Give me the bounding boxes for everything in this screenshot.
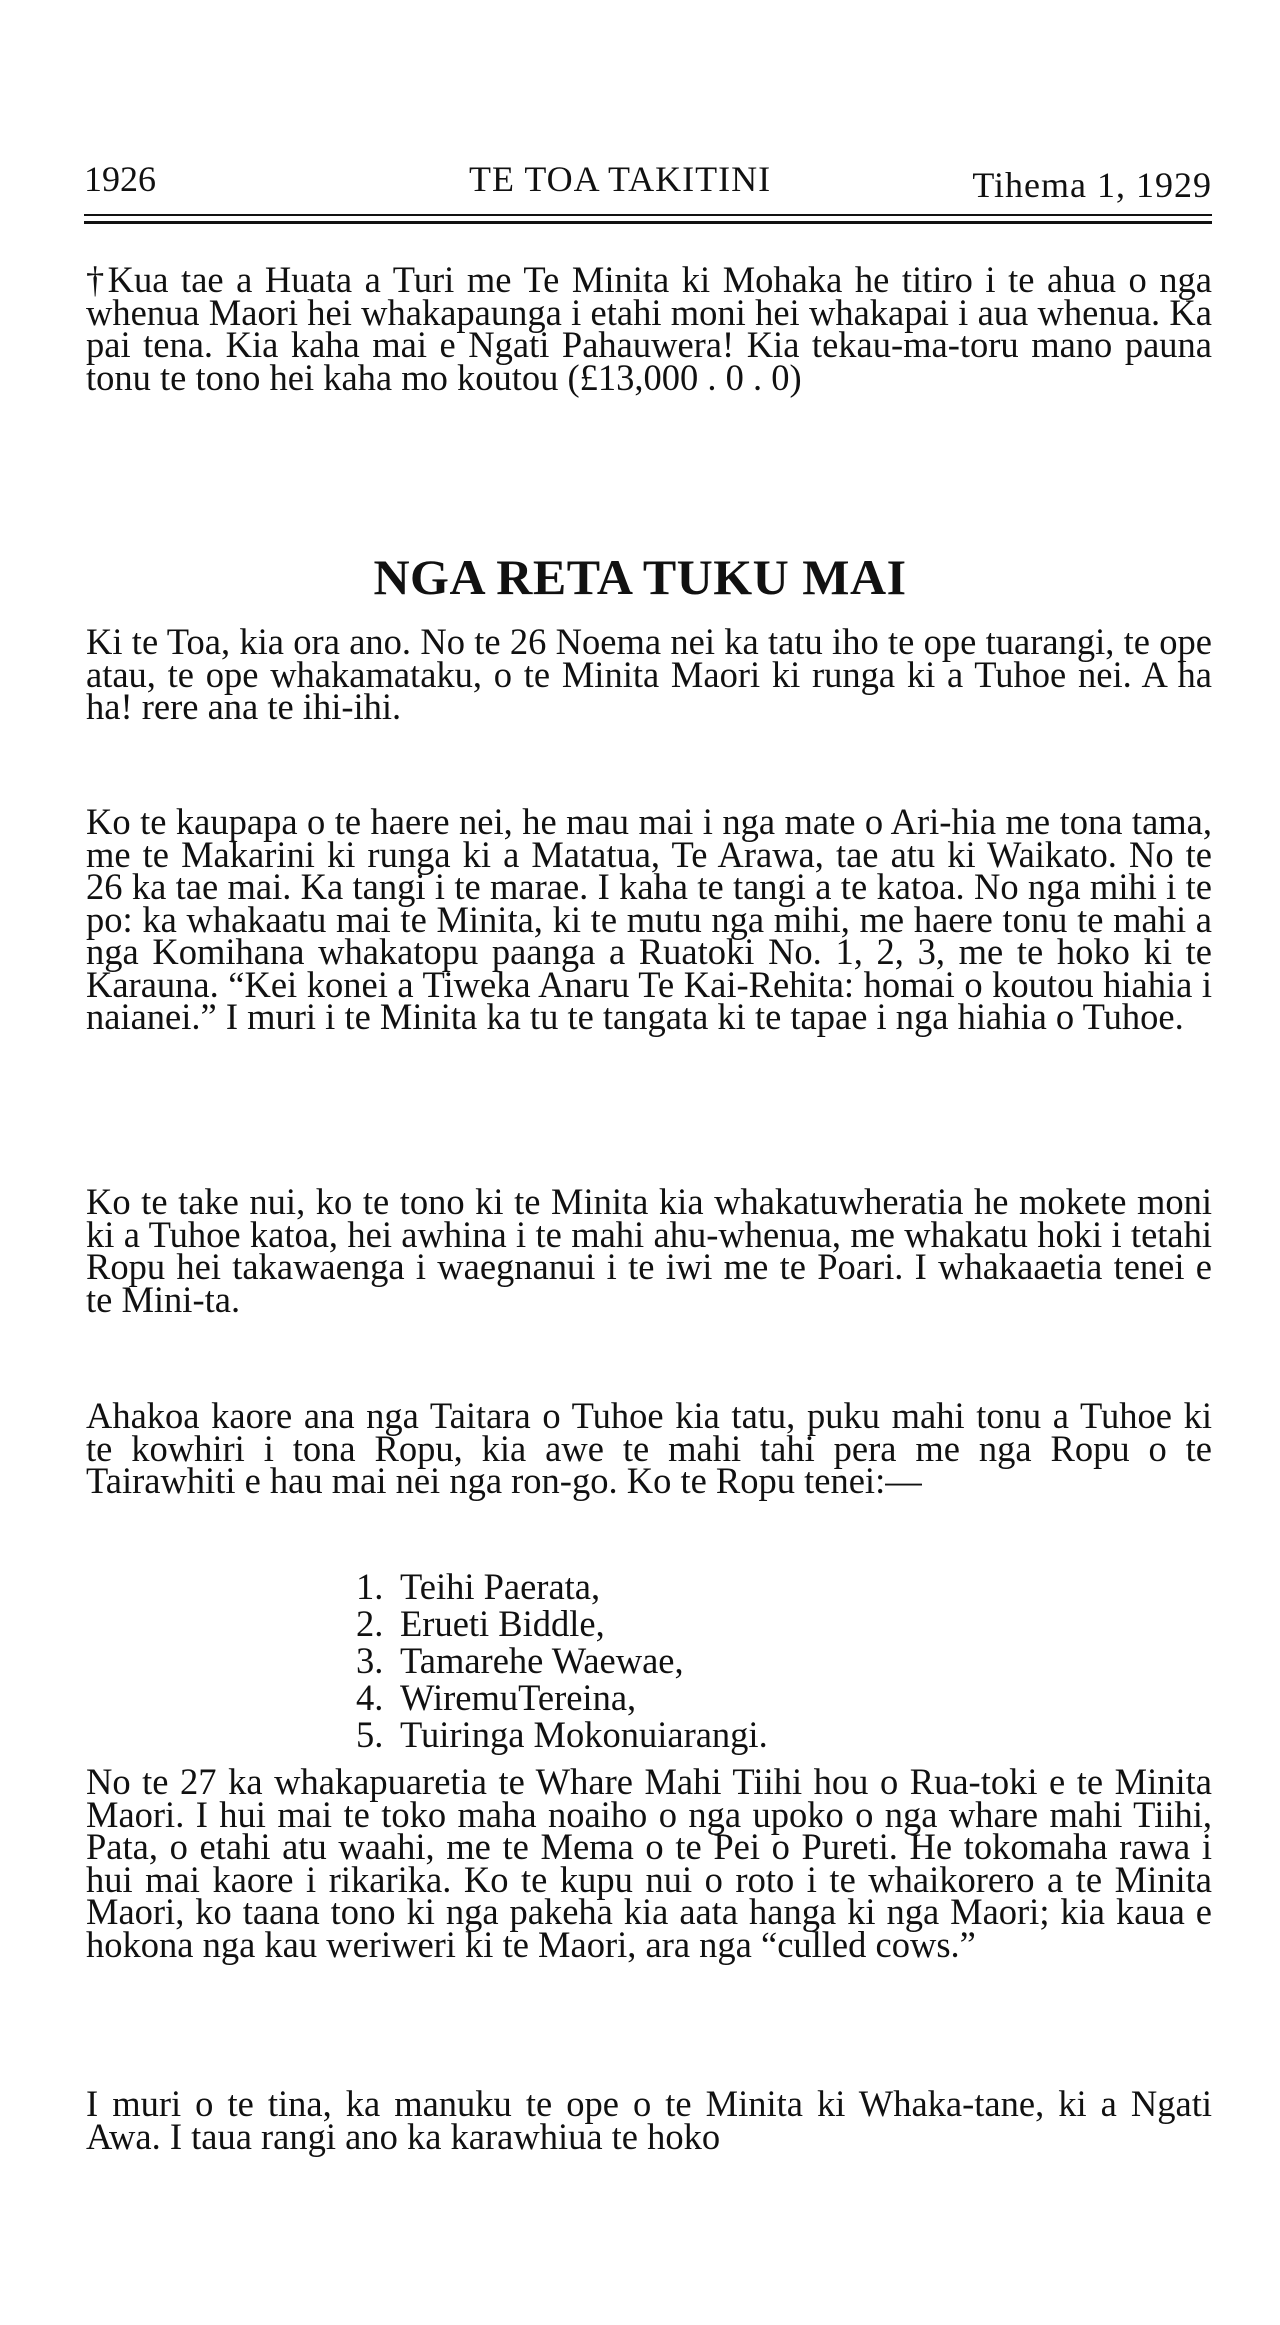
letter-paragraph: Ki te Toa, kia ora ano. No te 26 Noema nei ka tatu iho te ope tuarangi, te ope atau, te ope whakamataku, o te Minita Maori ki runga ki a Tuhoe nei. A ha ha! rere ana te ihi-ihi. <box>86 621 1212 727</box>
letter-paragraph: Ko te take nui, ko te tono ki te Minita kia whakatuwheratia he mokete moni ki a Tuhoe katoa, hei awhina i te mahi ahu-whenua, me whakatu hoki i tetahi Ropu hei takawaenga i waegnanui i te iwi me te Poari. I whakaaetia tenei e te Mini-ta. <box>86 1181 1212 1320</box>
page-number: 1926 <box>84 159 156 199</box>
letter-paragraph: No te 27 ka whakapuaretia te Whare Mahi Tiihi hou o Rua-toki e te Minita Maori. I hui mai te toko maha noaiho o nga upoko o nga whare mahi Tiihi, Pata, o etahi atu waahi, me te Mema o te Pei o Pureti. He tokomaha rawa i hui mai kaore i rikarika. Ko te kupu nui o roto i te whaikorero a te Minita Maori, ko taana tono ki nga pakeha kia aata hanga ki nga Maori; kia kaua e hokona nga kau weriweri ki te Maori, ara nga “culled cows.” <box>86 1761 1212 1965</box>
letter-paragraph: Ahakoa kaore ana nga Taitara o Tuhoe kia tatu, puku mahi tonu a Tuhoe ki te kowhiri i tona Ropu, kia awe te mahi tahi pera me nga Ropu o te Tairawhiti e hau mai nei nga ron-go. Ko te Ropu tenei:— <box>86 1395 1212 1501</box>
member-name: Teihi Paerata, <box>400 1566 601 1607</box>
list-number: 3. <box>356 1640 384 1681</box>
letter-paragraph: I muri o te tina, ka manuku te ope o te Minita ki Whaka-tane, ki a Ngati Awa. I taua rangi ano ka karawhiua te hoko <box>86 2083 1212 2157</box>
issue-date: Tihema 1, 1929 <box>972 165 1212 205</box>
list-number: 5. <box>356 1714 384 1755</box>
committee-member <box>356 1679 1056 1716</box>
list-number: 4. <box>356 1677 384 1718</box>
member-name: Tuiringa Mokonuiarangi. <box>400 1714 768 1755</box>
letter-paragraph: Ko te kaupapa o te haere nei, he mau mai i nga mate o Ari-hia me tona tama, me te Makarini ki runga ki a Matatua, Te Arawa, tae atu ki Waikato. No te 26 ka tae mai. Ka tangi i te marae. I kaha te tangi a te katoa. No nga mihi i te po: ka whakaatu mai te Minita, ki te mutu nga mihi, me haere tonu te mahi a nga Komihana whakatopu paanga a Ruatoki No. 1, 2, 3, me te hoko ki te Karauna. “Kei konei a Tiweka Anaru Te Kai-Rehita: homai o koutou hiahia i naianei.” I muri i te Minita ka tu te tangata ki te tapae i nga hiahia o Tuhoe. <box>86 801 1212 1037</box>
committee-member <box>356 1642 1056 1679</box>
list-number: 1. <box>356 1566 384 1607</box>
list-number: 2. <box>356 1603 384 1644</box>
committee-member <box>356 1605 1056 1642</box>
committee-member <box>356 1716 1056 1753</box>
committee-list <box>356 1568 1056 1753</box>
journal-title: TE TOA TAKITINI <box>469 159 772 199</box>
member-name: WiremuTereina, <box>400 1677 637 1718</box>
member-name: Tamarehe Waewae, <box>400 1640 684 1681</box>
member-name: Erueti Biddle, <box>400 1603 605 1644</box>
section-heading: NGA RETA TUKU MAI <box>373 549 907 605</box>
running-header <box>84 158 1212 208</box>
header-rule-thin <box>84 214 1212 216</box>
header-rule-thick <box>84 221 1212 224</box>
committee-member <box>356 1568 1056 1605</box>
intro-paragraph: †Kua tae a Huata a Turi me Te Minita ki Mohaka he titiro i te ahua o nga whenua Maori hei whakapaunga i etahi moni hei whakapai i aua whenua. Ka pai tena. Kia kaha mai e Ngati Pahauwera! Kia tekau-ma-toru mano pauna tonu te tono hei kaha mo koutou (£13,000 . 0 . 0) <box>86 259 1212 398</box>
